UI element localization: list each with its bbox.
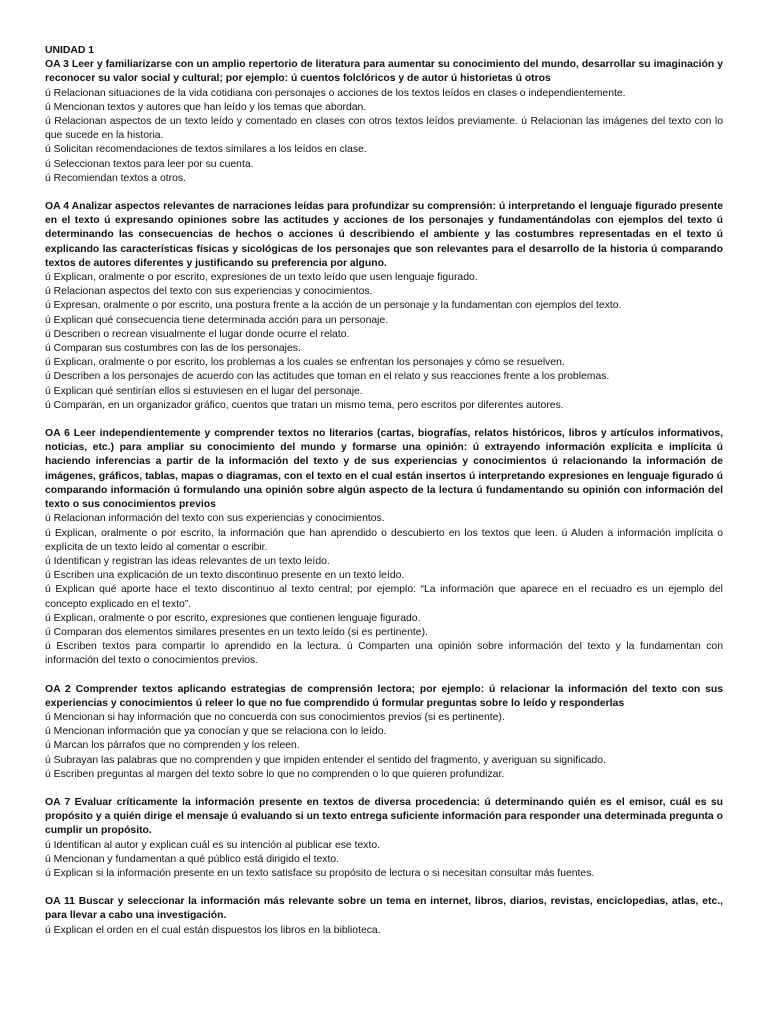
objective-title: OA 7 Evaluar críticamente la información presente en textos de diversa procedencia: ú determinando quién es el emisor, cuál es su propósito y a quién dirige el mensaje ú evaluando si un texto entrega suficiente información para responder una determinada pregunta o cumplir un propósito.	[45, 796, 723, 837]
objective-title: OA 11 Buscar y seleccionar la información más relevante sobre un tema en internet, libros, diarios, revistas, enciclopedias, atlas, etc., para llevar a cabo una investigación.	[45, 896, 723, 922]
objective-title: OA 4 Analizar aspectos relevantes de narraciones leídas para profundizar su comprensión: ú interpretando el lenguaje figurado presente en el texto ú expresando opiniones sobre las actitudes y acciones de los personajes y fundamentándolas con ejemplos del texto ú determinando las consecuencias de hechos o acciones ú describiendo el ambiente y las costumbres representadas en el texto ú explicando las características físicas y sicológicas de los personajes que son relevantes para el desarrollo de la historia ú comparando textos de autores diferentes y justificando su preferencia por alguno.	[45, 201, 723, 269]
objective-title: OA 6 Leer independientemente y comprender textos no literarios (cartas, biografías, relatos históricos, libros y artículos informativos, noticias, etc.) para ampliar su conocimiento del mundo y formarse una opinión: ú extrayendo información explícita e implícita ú haciendo inferencias a partir de la información del texto y de sus experiencias y conocimientos ú relacionando la información de imágenes, gráficos, tablas, mapas o diagramas, con el texto en el cual están insertos ú interpretando expresiones en lenguaje figurado ú comparando información ú formulando una opinión sobre algún aspecto de la lectura ú fundamentando su opinión con información del texto o sus conocimientos previos	[45, 428, 723, 511]
indicator-item: ú Explican qué sentirían ellos si estuviesen en el lugar del personaje.	[45, 385, 363, 397]
objective-section-oa2	[45, 683, 723, 782]
indicator-item: ú Relacionan aspectos del texto con sus experiencias y conocimientos.	[45, 286, 373, 298]
indicator-item: ú Relacionan situaciones de la vida cotidiana con personajes o acciones de los textos leídos en clases o independientemente.	[45, 87, 626, 99]
objective-title: OA 3 Leer y familiarizarse con un amplio repertorio de literatura para aumentar su conocimiento del mundo, desarrollar su imaginación y reconocer su valor social y cultural; por ejemplo: ú cuentos folclóricos y de autor ú historietas ú otros	[45, 59, 723, 85]
indicator-item: ú Describen a los personajes de acuerdo con las actitudes que toman en el relato y sus reacciones frente a los problemas.	[45, 371, 610, 383]
objective-title: OA 2 Comprender textos aplicando estrategias de comprensión lectora; por ejemplo: ú relacionar la información del texto con sus experiencias y conocimientos ú releer lo que no fue comprendido ú formular preguntas sobre lo leído y responderlas	[45, 683, 723, 709]
objective-section-oa6	[45, 427, 723, 668]
indicator-item: ú Identifican al autor y explican cuál es su intención al publicar ese texto.	[45, 839, 381, 851]
indicator-item: ú Escriben una explicación de un texto discontinuo presente en un texto leído.	[45, 570, 405, 582]
indicator-item: ú Escriben textos para compartir lo aprendido en la lectura. ú Comparten una opinión sobre información del texto y la fundamentan con información del texto o conocimientos previos.	[45, 641, 723, 667]
indicator-item: ú Solicitan recomendaciones de textos similares a los leídos en clase.	[45, 144, 367, 156]
indicator-item: ú Mencionan información que ya conocían y que se relaciona con lo leído.	[45, 726, 387, 738]
indicator-item: ú Comparan dos elementos similares presentes en un texto leído (si es pertinente).	[45, 626, 428, 638]
indicator-item: ú Explican, oralmente o por escrito, los problemas a los cuales se enfrentan los personajes y cómo se resuelven.	[45, 357, 565, 369]
objective-section-oa7	[45, 796, 723, 881]
indicator-item: ú Recomiendan textos a otros.	[45, 172, 186, 184]
indicator-item: ú Comparan sus costumbres con las de los personajes.	[45, 343, 301, 355]
objective-section-oa4	[45, 200, 723, 413]
indicator-item: ú Explican, oralmente o por escrito, expresiones de un texto leído que usen lenguaje figurado.	[45, 272, 478, 284]
indicator-item: ú Subrayan las palabras que no comprenden y que impiden entender el sentido del fragmento, y averiguan su significado.	[45, 754, 606, 766]
indicator-item: ú Comparan, en un organizador gráfico, cuentos que tratan un mismo tema, pero escritos por diferentes autores.	[45, 399, 564, 411]
indicator-item: ú Marcan los párrafos que no comprenden y los releen.	[45, 740, 300, 752]
indicator-item: ú Escriben preguntas al margen del texto sobre lo que no comprenden o lo que quieren profundizar.	[45, 768, 505, 780]
indicator-item: ú Relacionan aspectos de un texto leído y comentado en clases con otros textos leídos previamente. ú Relacionan las imágenes del texto con lo que sucede en la historia.	[45, 116, 723, 142]
indicator-item: ú Explican qué aporte hace el texto discontinuo al texto central; por ejemplo: “La información que aparece en el recuadro es un ejemplo del concepto explicado en el texto”.	[45, 584, 723, 610]
indicator-item: ú Mencionan textos y autores que han leído y los temas que abordan.	[45, 101, 367, 113]
indicator-item: ú Explican si la información presente en un texto satisface su propósito de lectura o si necesitan consultar más fuentes.	[45, 867, 595, 879]
indicator-item: ú Seleccionan textos para leer por su cuenta.	[45, 158, 254, 170]
objective-section-oa11	[45, 895, 723, 938]
indicator-item: ú Identifican y registran las ideas relevantes de un texto leído.	[45, 555, 330, 567]
indicator-item: ú Explican el orden en el cual están dispuestos los libros en la biblioteca.	[45, 924, 381, 936]
indicator-item: ú Explican, oralmente o por escrito, la información que han aprendido o descubierto en los textos que leen. ú Aluden a información implícita o explícita de un texto leído al comentar o escribir.	[45, 527, 723, 553]
objective-section-oa3	[45, 58, 723, 186]
indicator-item: ú Describen o recrean visualmente el lugar donde ocurre el relato.	[45, 328, 350, 340]
indicator-item: ú Explican qué consecuencia tiene determinada acción para un personaje.	[45, 314, 389, 326]
unit-title: UNIDAD 1	[45, 45, 95, 56]
indicator-item: ú Explican, oralmente o por escrito, expresiones que contienen lenguaje figurado.	[45, 612, 421, 624]
indicator-item: ú Mencionan y fundamentan a qué público está dirigido el texto.	[45, 853, 340, 865]
indicator-item: ú Expresan, oralmente o por escrito, una postura frente a la acción de un personaje y la fundamentan con ejemplos del texto.	[45, 300, 622, 312]
indicator-item: ú Mencionan si hay información que no concuerda con sus conocimientos previos (si es pertinente).	[45, 711, 505, 723]
indicator-item: ú Relacionan información del texto con sus experiencias y conocimientos.	[45, 513, 385, 525]
